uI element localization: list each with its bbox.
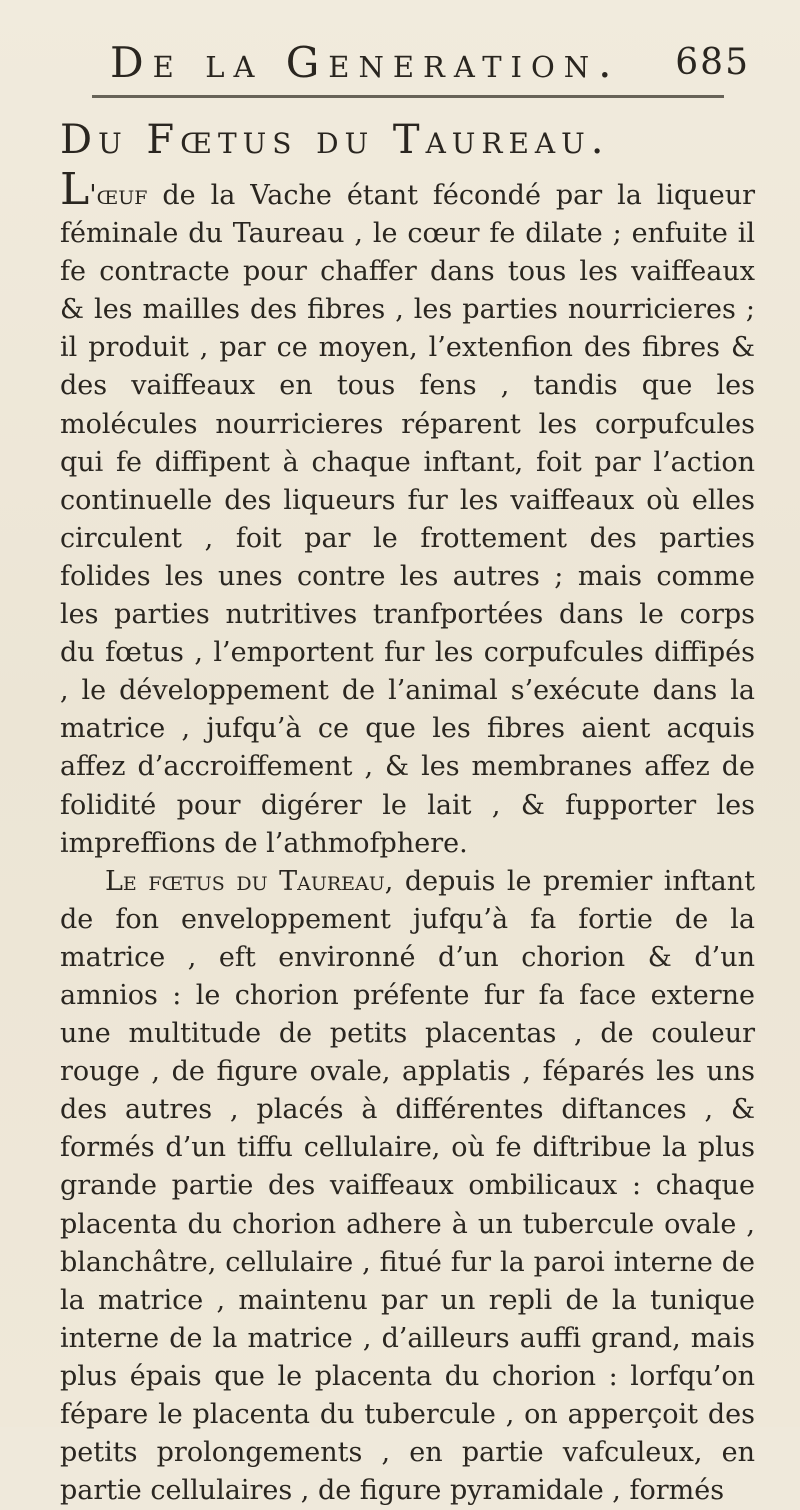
paragraph-2-text: , depuis le premier inftant de fon enveloppement jufqu’à fa fortie de la matrice , eft environné d’un chorion & d’un amnios : le chorion préfente fur fa face externe une multitude de petits placentas , de couleur rouge , de figure ovale, applatis , féparés les uns des autres , placés à différentes diftances , & formés d’un tiffu cellulaire, où fe diftribue la plus grande partie des vaiffeaux ombilicaux : chaque placenta du chorion adhere à un tubercule ovale , blanchâtre, cellulaire , fitué fur la paroi interne de la matrice , maintenu par un repli de la tunique interne de la matrice , d’ailleurs auffi grand, mais plus épais que le placenta du chorion : lorfqu’on fépare le placenta du tubercule , on apperçoit des petits prolongements , en partie vafculeux, en partie cellulaires , de figure pyramidale , formés xyxy=(60,865,756,1507)
paragraph-2 xyxy=(60,863,755,1510)
running-head xyxy=(110,38,750,88)
paragraph-1-lead: 'œuf xyxy=(89,180,148,211)
paragraph-1-text: de la Vache étant fécondé par la liqueur féminale du Taureau , le cœur fe dilate ; enfuite il fe contracte pour chaffer dans tous les vaiffeaux & les mailles des fibres , les parties nourricieres ; il produit , par ce moyen, l’extenfion des fibres & des vaiffeaux en tous fens , tandis que les molécules nourricieres réparent les corpufcules qui fe diffipent à chaque inftant, foit par l’action continuelle des liqueurs fur les vaiffeaux où elles circulent , foit par le frottement des parties folides les unes contre les autres ; mais comme les parties nutritives tranfportées dans le corps du fœtus , l’emportent fur les corpufcules diffipés , le développement de l’animal s’exécute dans la matrice , jufqu’à ce que les fibres aient acquis affez d’accroiffement , & les membranes affez de folidité pour digérer le lait , & fupporter les impreffions de l’athmofphere. xyxy=(60,180,755,859)
drop-initial: L xyxy=(60,164,90,215)
body-text xyxy=(60,164,756,1510)
header-rule xyxy=(92,95,724,98)
paragraph-2-lead: Le fœtus du Taureau xyxy=(105,865,385,897)
page-number: 685 xyxy=(675,42,750,83)
paragraph-1 xyxy=(60,164,755,863)
running-title: De la Generation. xyxy=(110,38,621,87)
section-heading: Du Fœtus du Taureau. xyxy=(60,117,610,163)
